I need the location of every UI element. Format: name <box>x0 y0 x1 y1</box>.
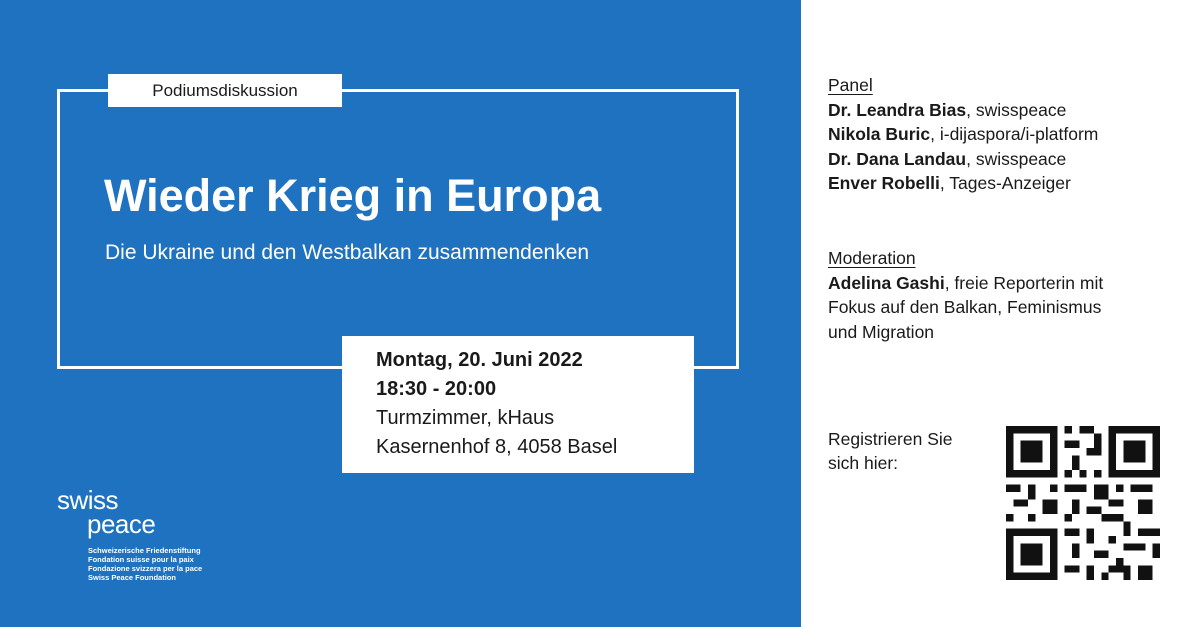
panel-member: Nikola Buric, i-dijaspora/i-platform <box>828 124 1099 144</box>
register-prompt: Registrieren Sie sich hier: <box>828 429 953 473</box>
qr-code-icon[interactable] <box>1006 426 1160 580</box>
logo-tagline: Swiss Peace Foundation <box>88 573 176 582</box>
logo-word-peace: peace <box>87 509 156 539</box>
logo-tagline: Schweizerische Friedenstiftung <box>88 546 201 555</box>
moderator-info: Adelina Gashi, freie Reporterin mit Fokus auf den Balkan, Feminismus und Migration <box>828 272 1104 342</box>
event-type-label: Podiumsdiskussion <box>108 74 342 107</box>
event-title: Wieder Krieg in Europa <box>104 170 602 221</box>
event-subtitle: Die Ukraine und den Westbalkan zusammendenken <box>105 241 590 264</box>
panel-member: Enver Robelli, Tages-Anzeiger <box>828 173 1071 193</box>
logo-taglines <box>57 546 202 582</box>
speaker-sidebar <box>801 0 1200 627</box>
event-date: Montag, 20. Juni 2022 <box>376 349 583 371</box>
event-details-box <box>342 336 694 473</box>
moderation-section <box>828 246 1168 344</box>
event-address: Kasernenhof 8, 4058 Basel <box>376 436 618 458</box>
panel-section <box>828 73 1098 196</box>
swisspeace-logo <box>57 485 203 582</box>
moderation-heading: Moderation <box>828 248 916 268</box>
panel-heading: Panel <box>828 75 873 95</box>
panel-member: Dr. Leandra Bias, swisspeace <box>828 99 1067 120</box>
event-time: 18:30 - 20:00 <box>376 378 497 400</box>
event-venue: Turmzimmer, kHaus <box>376 407 555 429</box>
panel-member: Dr. Dana Landau, swisspeace <box>828 148 1067 169</box>
title-frame <box>57 89 739 369</box>
moderator-name: Adelina Gashi <box>828 272 945 293</box>
logo-tagline: Fondation suisse pour la paix <box>88 555 194 564</box>
logo-word-swiss: swiss <box>57 485 119 515</box>
logo-tagline: Fondazione svizzera per la pace <box>88 564 203 573</box>
